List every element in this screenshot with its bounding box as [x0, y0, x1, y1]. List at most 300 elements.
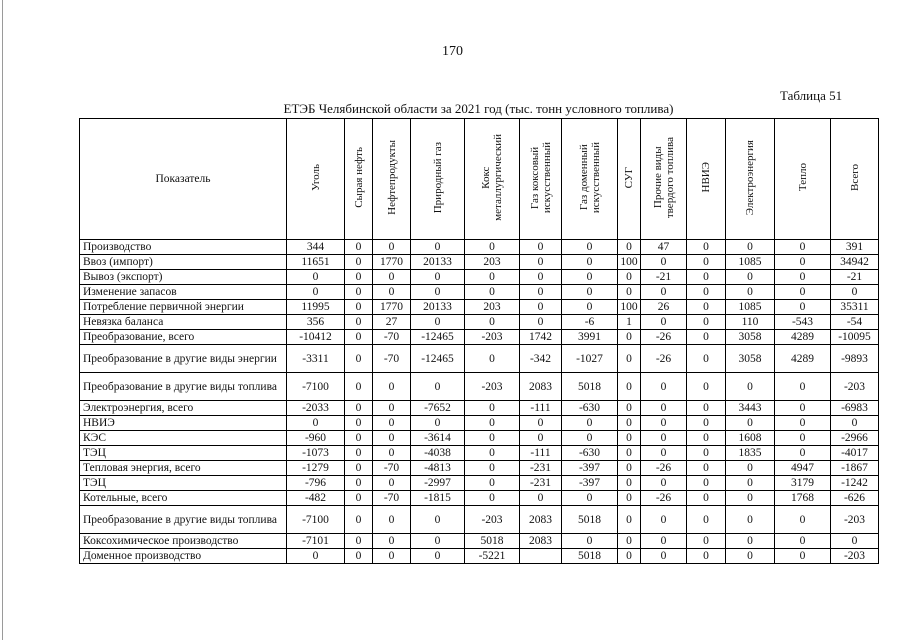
- table-cell: 0: [618, 461, 641, 476]
- table-cell: 0: [726, 476, 775, 491]
- table-cell: 0: [562, 285, 618, 300]
- column-header-indicator: Показатель: [80, 119, 287, 240]
- table-cell: -4017: [831, 446, 879, 461]
- table-row: [80, 255, 879, 270]
- table-cell: 100: [618, 300, 641, 315]
- table-cell: 203: [465, 255, 520, 270]
- table-cell: 1768: [775, 491, 831, 506]
- table-row: [80, 330, 879, 345]
- table-cell: 1608: [726, 431, 775, 446]
- table-cell: 20133: [411, 300, 465, 315]
- table-cell: -12465: [411, 330, 465, 345]
- table-row: [80, 373, 879, 401]
- table-cell: 27: [373, 315, 411, 330]
- table-cell: -482: [287, 491, 345, 506]
- row-label: Ввоз (импорт): [80, 255, 287, 270]
- table-cell: 0: [726, 549, 775, 564]
- table-cell: 0: [687, 285, 726, 300]
- table-cell: 0: [373, 270, 411, 285]
- table-cell: 0: [687, 476, 726, 491]
- row-label: Коксохимическое производство: [80, 534, 287, 549]
- table-cell: 0: [345, 506, 373, 534]
- table-cell: 0: [345, 373, 373, 401]
- table-cell: 0: [411, 416, 465, 431]
- table-cell: 0: [520, 285, 562, 300]
- table-cell: 0: [641, 534, 687, 549]
- table-cell: 0: [411, 240, 465, 255]
- table-cell: 0: [687, 401, 726, 416]
- table-cell: -7652: [411, 401, 465, 416]
- column-header-label: Прочие виды твердого топлива: [651, 136, 676, 219]
- column-header: [373, 119, 411, 240]
- table-cell: -203: [465, 506, 520, 534]
- table-cell: -70: [373, 330, 411, 345]
- table-cell: 0: [562, 300, 618, 315]
- table-cell: 0: [345, 330, 373, 345]
- table-cell: 0: [687, 270, 726, 285]
- table-cell: 0: [411, 373, 465, 401]
- column-header-label: Газ доменный искусственный: [577, 141, 602, 214]
- table-cell: -203: [831, 506, 879, 534]
- table-cell: 0: [775, 300, 831, 315]
- table-cell: -231: [520, 476, 562, 491]
- table-cell: 0: [562, 416, 618, 431]
- table-row: [80, 476, 879, 491]
- table-cell: 0: [775, 431, 831, 446]
- table-cell: -10095: [831, 330, 879, 345]
- table-cell: 0: [411, 534, 465, 549]
- table-cell: -10412: [287, 330, 345, 345]
- table-cell: 0: [831, 285, 879, 300]
- table-cell: -203: [465, 330, 520, 345]
- table-cell: -203: [831, 549, 879, 564]
- table-cell: 0: [465, 315, 520, 330]
- table-cell: 5018: [562, 549, 618, 564]
- column-header: [520, 119, 562, 240]
- row-label: Вывоз (экспорт): [80, 270, 287, 285]
- column-header: [641, 119, 687, 240]
- column-header: [775, 119, 831, 240]
- table-cell: 47: [641, 240, 687, 255]
- table-cell: 1: [618, 315, 641, 330]
- table-cell: 1085: [726, 255, 775, 270]
- table-cell: 0: [687, 506, 726, 534]
- table-cell: -6983: [831, 401, 879, 416]
- table-cell: -397: [562, 476, 618, 491]
- table-cell: 0: [520, 255, 562, 270]
- column-header: [687, 119, 726, 240]
- table-row: [80, 270, 879, 285]
- table-cell: -2033: [287, 401, 345, 416]
- table-cell: -397: [562, 461, 618, 476]
- table-cell: 0: [618, 373, 641, 401]
- table-cell: 0: [345, 285, 373, 300]
- table-cell: 0: [345, 345, 373, 373]
- table-cell: 0: [373, 431, 411, 446]
- column-header-label: Всего: [848, 164, 861, 191]
- table-cell: 0: [641, 431, 687, 446]
- table-cell: 0: [520, 416, 562, 431]
- table-cell: 0: [618, 476, 641, 491]
- table-cell: 0: [373, 240, 411, 255]
- table-cell: 0: [345, 416, 373, 431]
- table-cell: 0: [520, 431, 562, 446]
- table-cell: 0: [687, 240, 726, 255]
- table-cell: 0: [726, 416, 775, 431]
- table-cell: 0: [373, 416, 411, 431]
- table-cell: 0: [618, 506, 641, 534]
- table-cell: -626: [831, 491, 879, 506]
- table-cell: -630: [562, 401, 618, 416]
- table-cell: 0: [726, 461, 775, 476]
- table-cell: 0: [345, 534, 373, 549]
- table-row: [80, 285, 879, 300]
- table-cell: 0: [345, 270, 373, 285]
- table-cell: 0: [618, 345, 641, 373]
- row-label: Потребление первичной энергии: [80, 300, 287, 315]
- table-cell: 0: [687, 255, 726, 270]
- row-label: Электроэнергия, всего: [80, 401, 287, 416]
- table-cell: 0: [641, 255, 687, 270]
- table-cell: -12465: [411, 345, 465, 373]
- row-label: Преобразование в другие виды топлива: [80, 373, 287, 401]
- table-cell: 0: [775, 240, 831, 255]
- column-header-label: Газ коксовый искусственный: [528, 141, 553, 214]
- table-cell: 0: [562, 491, 618, 506]
- table-cell: 344: [287, 240, 345, 255]
- table-cell: 0: [411, 285, 465, 300]
- column-header: [618, 119, 641, 240]
- table-cell: -1867: [831, 461, 879, 476]
- table-cell: 0: [775, 416, 831, 431]
- page-left-border: [2, 0, 3, 640]
- table-cell: -342: [520, 345, 562, 373]
- table-cell: -3614: [411, 431, 465, 446]
- table-cell: 0: [687, 330, 726, 345]
- table-cell: -111: [520, 401, 562, 416]
- column-header-label: Нефтепродукты: [385, 140, 398, 215]
- table-cell: 0: [373, 506, 411, 534]
- table-cell: 0: [618, 491, 641, 506]
- table-cell: -2997: [411, 476, 465, 491]
- table-cell: 100: [618, 255, 641, 270]
- table-cell: 0: [618, 431, 641, 446]
- table-cell: 0: [618, 534, 641, 549]
- column-header: [726, 119, 775, 240]
- table-cell: -203: [831, 373, 879, 401]
- table-cell: 0: [687, 416, 726, 431]
- table-cell: -1815: [411, 491, 465, 506]
- table-cell: 0: [373, 476, 411, 491]
- table-cell: -4813: [411, 461, 465, 476]
- table-cell: 0: [641, 401, 687, 416]
- table-cell: 0: [687, 461, 726, 476]
- table-cell: -960: [287, 431, 345, 446]
- page-number: 170: [442, 44, 463, 59]
- table-row: [80, 461, 879, 476]
- table-cell: [520, 549, 562, 564]
- table-cell: 0: [345, 401, 373, 416]
- row-label: Изменение запасов: [80, 285, 287, 300]
- table-cell: 3179: [775, 476, 831, 491]
- table-cell: 0: [562, 431, 618, 446]
- column-header: [287, 119, 345, 240]
- table-cell: 1085: [726, 300, 775, 315]
- table-cell: -7101: [287, 534, 345, 549]
- table-cell: 0: [687, 549, 726, 564]
- table-cell: 0: [775, 506, 831, 534]
- table-cell: 0: [687, 300, 726, 315]
- table-cell: 0: [618, 285, 641, 300]
- table-cell: 0: [287, 416, 345, 431]
- table-cell: 3058: [726, 330, 775, 345]
- table-cell: 0: [775, 270, 831, 285]
- table-cell: 0: [687, 315, 726, 330]
- table-cell: 0: [411, 270, 465, 285]
- column-header-label: НВИЭ: [700, 162, 712, 193]
- table-cell: 0: [618, 330, 641, 345]
- table-row: [80, 401, 879, 416]
- table-cell: 0: [641, 506, 687, 534]
- row-label: Преобразование в другие виды топлива: [80, 506, 287, 534]
- table-cell: 0: [287, 285, 345, 300]
- table-cell: 1835: [726, 446, 775, 461]
- table-cell: -1242: [831, 476, 879, 491]
- table-cell: 0: [726, 491, 775, 506]
- table-cell: -1027: [562, 345, 618, 373]
- table-body: [80, 240, 879, 564]
- table-cell: 0: [641, 373, 687, 401]
- table-cell: 0: [520, 270, 562, 285]
- table-cell: 0: [775, 285, 831, 300]
- table-cell: 356: [287, 315, 345, 330]
- row-label: Тепловая энергия, всего: [80, 461, 287, 476]
- table-cell: -203: [465, 373, 520, 401]
- table-cell: -26: [641, 345, 687, 373]
- table-cell: 0: [687, 446, 726, 461]
- table-cell: 1770: [373, 300, 411, 315]
- table-cell: 11651: [287, 255, 345, 270]
- table-cell: 0: [775, 255, 831, 270]
- table-cell: 4947: [775, 461, 831, 476]
- table-cell: 1770: [373, 255, 411, 270]
- table-cell: -26: [641, 330, 687, 345]
- table-cell: -796: [287, 476, 345, 491]
- table-caption: ЕТЭБ Челябинской области за 2021 год (тыс. тонн условного топлива): [283, 101, 674, 116]
- table-cell: 0: [687, 534, 726, 549]
- table-cell: -1073: [287, 446, 345, 461]
- table-cell: 0: [775, 549, 831, 564]
- table-cell: 0: [562, 534, 618, 549]
- table-cell: 0: [345, 255, 373, 270]
- table-cell: 0: [726, 240, 775, 255]
- table-cell: 0: [345, 315, 373, 330]
- table-cell: -21: [831, 270, 879, 285]
- table-row: [80, 506, 879, 534]
- row-label: ТЭЦ: [80, 476, 287, 491]
- table-cell: -26: [641, 461, 687, 476]
- row-label: ТЭЦ: [80, 446, 287, 461]
- table-cell: 0: [520, 491, 562, 506]
- table-label: Таблица 51: [780, 88, 843, 103]
- table-row: [80, 431, 879, 446]
- table-cell: 1742: [520, 330, 562, 345]
- table-cell: 3443: [726, 401, 775, 416]
- table-row: [80, 240, 879, 255]
- table-cell: -9893: [831, 345, 879, 373]
- table-cell: 0: [465, 345, 520, 373]
- table-cell: 0: [465, 240, 520, 255]
- column-header: [345, 119, 373, 240]
- table-cell: 110: [726, 315, 775, 330]
- column-header-label: Сырая нефть: [352, 147, 365, 208]
- table-cell: -111: [520, 446, 562, 461]
- table-cell: 0: [345, 461, 373, 476]
- column-header-label: Природный газ: [431, 141, 444, 214]
- column-header: [411, 119, 465, 240]
- table-cell: 5018: [562, 506, 618, 534]
- table-cell: 0: [641, 416, 687, 431]
- column-header-label: СУГ: [623, 166, 635, 189]
- table-cell: 0: [373, 446, 411, 461]
- table-cell: -4038: [411, 446, 465, 461]
- table-cell: 0: [726, 270, 775, 285]
- table-cell: -5221: [465, 549, 520, 564]
- table-cell: 0: [726, 534, 775, 549]
- table-cell: 0: [641, 549, 687, 564]
- table-cell: -6: [562, 315, 618, 330]
- table-cell: 0: [726, 285, 775, 300]
- table-cell: -630: [562, 446, 618, 461]
- table-cell: 0: [345, 300, 373, 315]
- table-cell: 0: [345, 491, 373, 506]
- table-cell: 203: [465, 300, 520, 315]
- table-cell: 0: [345, 431, 373, 446]
- table-cell: 0: [618, 240, 641, 255]
- table-cell: 0: [775, 373, 831, 401]
- table-cell: 2083: [520, 373, 562, 401]
- table-cell: 5018: [562, 373, 618, 401]
- table-cell: -26: [641, 491, 687, 506]
- table-cell: 0: [562, 255, 618, 270]
- table-cell: 0: [618, 549, 641, 564]
- table-row: [80, 491, 879, 506]
- table-cell: 0: [373, 285, 411, 300]
- row-label: Преобразование в другие виды энергии: [80, 345, 287, 373]
- table-cell: 35311: [831, 300, 879, 315]
- table-cell: 0: [287, 549, 345, 564]
- table-cell: 0: [520, 240, 562, 255]
- table-cell: 0: [287, 270, 345, 285]
- table-header-row: [80, 119, 879, 240]
- table-cell: 0: [345, 446, 373, 461]
- table-cell: 0: [775, 534, 831, 549]
- table-cell: 0: [641, 285, 687, 300]
- table-cell: -3311: [287, 345, 345, 373]
- table-row: [80, 300, 879, 315]
- table-cell: 0: [465, 285, 520, 300]
- table-cell: 26: [641, 300, 687, 315]
- column-header-label: Тепло: [796, 163, 809, 192]
- table-cell: 0: [687, 345, 726, 373]
- table-cell: 0: [465, 416, 520, 431]
- column-header: [465, 119, 520, 240]
- column-header-label: Уголь: [309, 164, 322, 191]
- table-cell: 0: [775, 446, 831, 461]
- table-row: [80, 416, 879, 431]
- table-cell: -21: [641, 270, 687, 285]
- table-cell: 0: [687, 491, 726, 506]
- column-header: [562, 119, 618, 240]
- table-cell: 0: [465, 476, 520, 491]
- table-cell: -2966: [831, 431, 879, 446]
- row-label: НВИЭ: [80, 416, 287, 431]
- table-cell: 0: [618, 446, 641, 461]
- table-cell: 2083: [520, 506, 562, 534]
- table-cell: 0: [465, 461, 520, 476]
- column-header-label: Кокс металлургический: [480, 134, 504, 221]
- table-cell: 4289: [775, 345, 831, 373]
- table-cell: 0: [373, 373, 411, 401]
- table-cell: -7100: [287, 506, 345, 534]
- table-cell: 0: [831, 416, 879, 431]
- table-cell: -543: [775, 315, 831, 330]
- table-cell: 0: [465, 270, 520, 285]
- table-cell: 34942: [831, 255, 879, 270]
- table-cell: 0: [618, 270, 641, 285]
- table-cell: 0: [373, 401, 411, 416]
- table-cell: 3991: [562, 330, 618, 345]
- table-row: [80, 345, 879, 373]
- table-cell: 0: [373, 549, 411, 564]
- table-cell: 3058: [726, 345, 775, 373]
- row-label: Доменное производство: [80, 549, 287, 564]
- table-cell: 4289: [775, 330, 831, 345]
- table-cell: 11995: [287, 300, 345, 315]
- table-cell: 0: [831, 534, 879, 549]
- table-cell: 0: [562, 240, 618, 255]
- table-cell: 0: [641, 446, 687, 461]
- table-cell: -70: [373, 491, 411, 506]
- table-row: [80, 549, 879, 564]
- table-cell: 0: [345, 476, 373, 491]
- table-cell: 0: [465, 491, 520, 506]
- table-cell: 0: [411, 506, 465, 534]
- energy-balance-table: [79, 118, 879, 564]
- table-cell: 0: [520, 315, 562, 330]
- table-row: [80, 446, 879, 461]
- table-cell: 0: [520, 300, 562, 315]
- table-cell: -231: [520, 461, 562, 476]
- table-cell: 0: [465, 431, 520, 446]
- table-cell: 0: [373, 534, 411, 549]
- table-row: [80, 315, 879, 330]
- table-cell: 0: [465, 401, 520, 416]
- table-cell: 0: [726, 506, 775, 534]
- row-label: Преобразование, всего: [80, 330, 287, 345]
- column-header-label: Электроэнергия: [744, 139, 756, 216]
- table-row: [80, 534, 879, 549]
- table-cell: 2083: [520, 534, 562, 549]
- table-cell: 391: [831, 240, 879, 255]
- table-cell: 0: [411, 549, 465, 564]
- table-cell: 0: [411, 315, 465, 330]
- table-cell: 0: [465, 446, 520, 461]
- table-cell: 0: [726, 373, 775, 401]
- row-label: Котельные, всего: [80, 491, 287, 506]
- table-cell: -70: [373, 345, 411, 373]
- table-cell: 0: [618, 416, 641, 431]
